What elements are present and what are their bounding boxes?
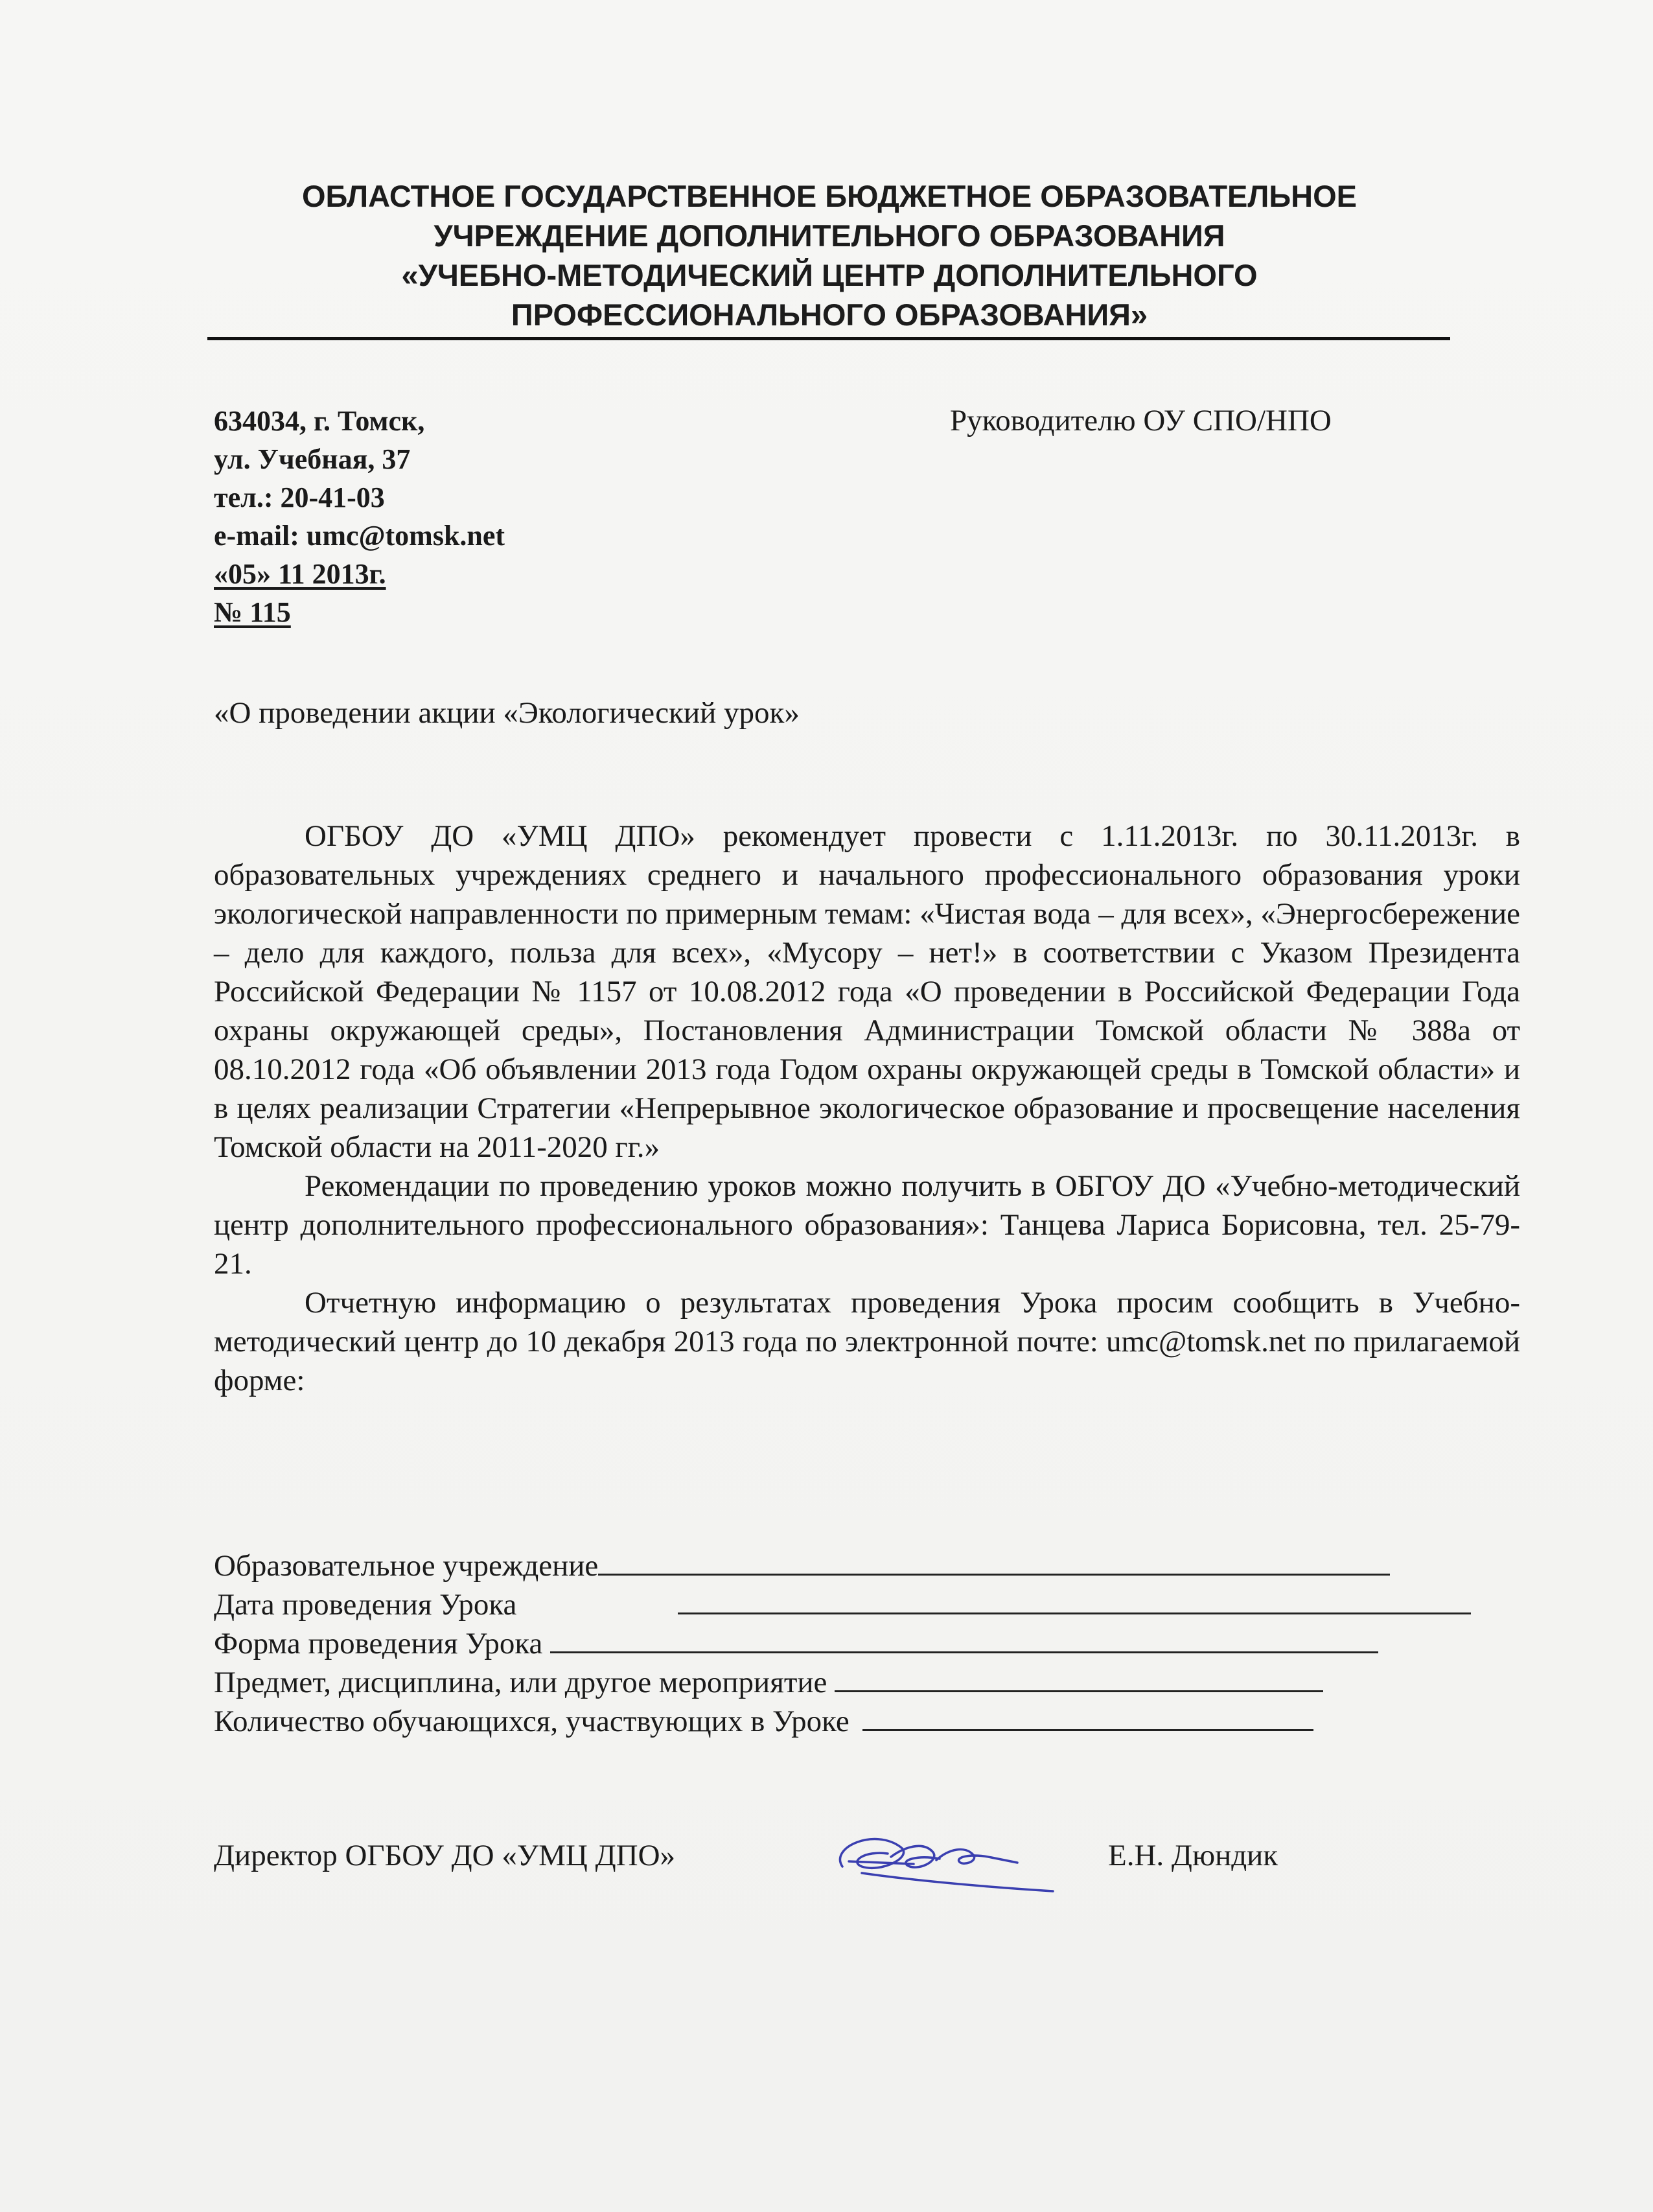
- recipient: Руководителю ОУ СПО/НПО: [950, 404, 1332, 437]
- form-blank-students[interactable]: [862, 1701, 1313, 1731]
- letter-subject: «О проведении акции «Экологический урок»: [214, 696, 800, 730]
- form-row: [214, 1701, 1471, 1740]
- sender-address-street: ул. Учебная, 37: [214, 443, 411, 475]
- letter-number: № 115: [214, 596, 291, 628]
- letter-body: [214, 817, 1520, 1400]
- report-form: [214, 1545, 1471, 1740]
- handwritten-signature: [803, 1821, 1063, 1905]
- letterhead-line-4: ПРОФЕССИОНАЛЬНОГО ОБРАЗОВАНИЯ»: [511, 297, 1148, 332]
- body-paragraph-3: Отчетную информацию о результатах проведения Урока просим сообщить в Учебно-методический центр до 10 декабря 2013 года по электронной почте: umc@tomsk.net по прилагаемой форме:: [214, 1286, 1520, 1397]
- sender-email: e-mail: umc@tomsk.net: [214, 520, 505, 552]
- form-label-students: Количество обучающихся, участвующих в Уроке: [214, 1705, 850, 1738]
- sender-address-city: 634034, г. Томск,: [214, 405, 425, 437]
- letterhead-line-1: ОБЛАСТНОЕ ГОСУДАРСТВЕННОЕ БЮДЖЕТНОЕ ОБРАЗОВАТЕЛЬНОЕ: [301, 179, 1358, 213]
- form-blank-form[interactable]: [550, 1623, 1378, 1653]
- form-label-form: Форма проведения Урока: [214, 1627, 543, 1660]
- letterhead-divider: [207, 337, 1450, 340]
- signatory-name: Е.Н. Дюндик: [1108, 1839, 1278, 1872]
- signatory-position: Директор ОГБОУ ДО «УМЦ ДПО»: [214, 1839, 676, 1872]
- form-blank-subject[interactable]: [835, 1662, 1323, 1692]
- form-label-date: Дата проведения Урока: [214, 1588, 517, 1622]
- form-blank-date[interactable]: [678, 1584, 1471, 1614]
- letter-date: «05» 11 2013г.: [214, 558, 386, 590]
- letterhead-line-3: «УЧЕБНО-МЕТОДИЧЕСКИЙ ЦЕНТР ДОПОЛНИТЕЛЬНОГО: [401, 258, 1258, 292]
- body-paragraph-1: ОГБОУ ДО «УМЦ ДПО» рекомендует провести с 1.11.2013г. по 30.11.2013г. в образовательных учреждениях среднего и начального профессионального образования уроки экологической направленности по примерным темам: «Чистая вода – для всех», «Энергосбережение – дело для каждого, польза для всех», «Мусору – нет!» в соответствии с Указом Президента Российской Федерации № 1157 от 10.08.2012 года «О проведении в Российской Федерации Года охраны окружающей среды», Постановления Администрации Томской области № 388а от 08.10.2012 года «Об объявлении 2013 года Годом охраны окружающей среды в Томской области» и в целях реализации Стратегии «Непрерывное экологическое образование и просвещение населения Томской области на 2011-2020 гг.»: [214, 819, 1520, 1164]
- sender-phone: тел.: 20-41-03: [214, 482, 385, 513]
- form-label-institution: Образовательное учреждение: [214, 1549, 599, 1583]
- form-blank-institution[interactable]: [598, 1545, 1390, 1576]
- body-paragraph-2: Рекомендации по проведению уроков можно получить в ОБГОУ ДО «Учебно-методический центр дополнительного профессионального образования»: Танцева Лариса Борисовна, тел. 25-79-21.: [214, 1169, 1520, 1281]
- form-row: [214, 1545, 1471, 1584]
- form-label-subject: Предмет, дисциплина, или другое мероприятие: [214, 1666, 827, 1699]
- form-row: [214, 1623, 1471, 1662]
- sender-block: [214, 402, 505, 631]
- letterhead: [207, 176, 1451, 334]
- form-row: [214, 1584, 1471, 1623]
- letterhead-line-2: УЧРЕЖДЕНИЕ ДОПОЛНИТЕЛЬНОГО ОБРАЗОВАНИЯ: [433, 218, 1225, 253]
- form-row: [214, 1662, 1471, 1701]
